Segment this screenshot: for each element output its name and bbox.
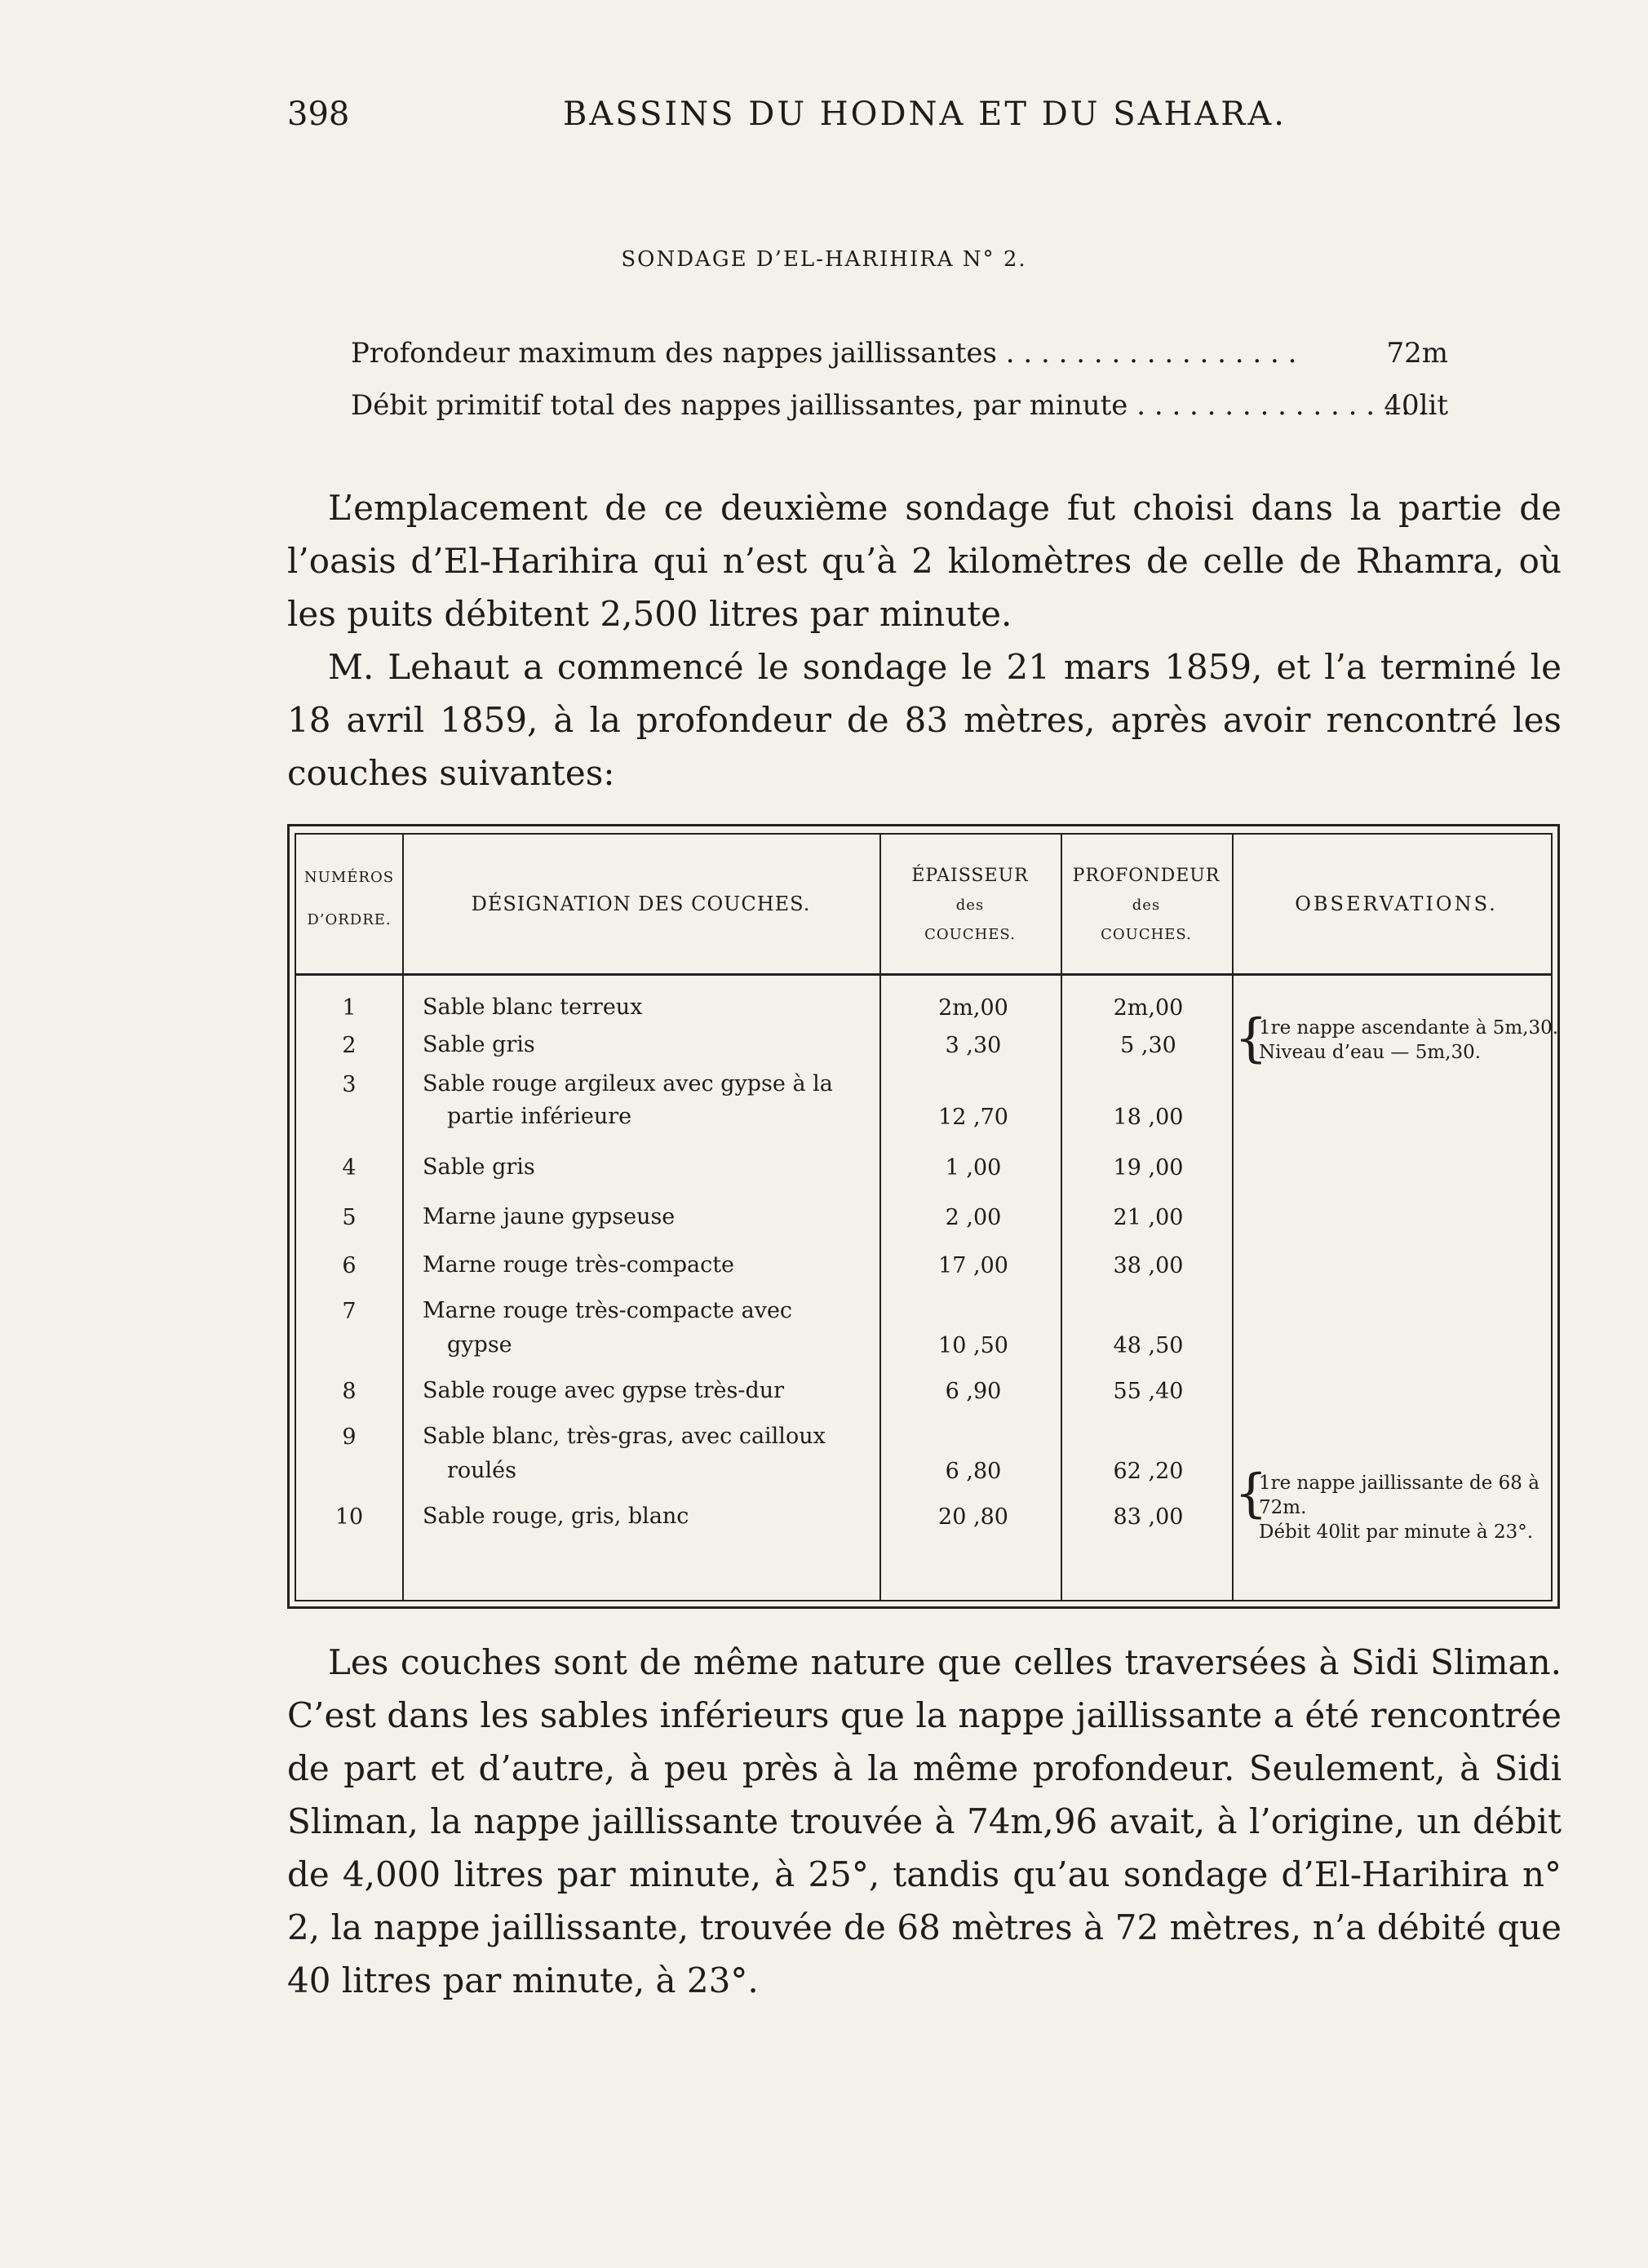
summary-value: 40lit xyxy=(1384,389,1448,422)
row-designation: Sable blanc terreux xyxy=(423,994,643,1020)
header-observations: OBSERVATIONS. xyxy=(1295,893,1498,915)
row-epaisseur: 3 ,30 xyxy=(945,1033,1002,1058)
strata-table xyxy=(287,824,1560,1609)
page-number: 398 xyxy=(287,95,350,133)
brace-symbol: { xyxy=(1234,1008,1268,1069)
row-profondeur: 21 ,00 xyxy=(1113,1205,1184,1230)
row-epaisseur: 2 ,00 xyxy=(945,1205,1002,1230)
row-epaisseur: 17 ,00 xyxy=(938,1253,1008,1278)
row-designation: Sable gris xyxy=(423,1154,535,1180)
summary-label: Profondeur maximum des nappes jaillissantes . . . xyxy=(351,337,1296,370)
row-epaisseur: 6 ,90 xyxy=(945,1379,1002,1404)
row-designation: Sable rouge, gris, blanc xyxy=(423,1504,689,1529)
row-number: 9 xyxy=(342,1424,357,1450)
row-designation: Sable gris xyxy=(423,1032,535,1057)
row-number: 5 xyxy=(342,1205,357,1230)
row-designation: Marne rouge très-compacte avec xyxy=(423,1298,793,1323)
running-title: BASSINS DU HODNA ET DU SAHARA. xyxy=(563,95,1287,133)
header-numeros: NUMÉROS D’ORDRE. xyxy=(303,869,395,928)
row-designation: Sable rouge avec gypse très-dur xyxy=(423,1378,785,1403)
observation-1: 1re nappe ascendante à 5m,30. Niveau d’eau — 5m,30. xyxy=(1259,1017,1559,1063)
row-epaisseur: 12 ,70 xyxy=(938,1105,1008,1130)
row-number: 1 xyxy=(342,995,357,1021)
row-profondeur: 55 ,40 xyxy=(1113,1379,1184,1404)
column-rule xyxy=(1232,835,1234,1600)
row-profondeur: 2m,00 xyxy=(1113,995,1184,1021)
row-profondeur: 62 ,20 xyxy=(1113,1459,1184,1484)
row-epaisseur: 6 ,80 xyxy=(945,1459,1002,1484)
summary-value: 72m xyxy=(1386,337,1448,370)
brace-symbol: { xyxy=(1234,1464,1268,1524)
section-title: SONDAGE D’EL-HARIHIRA N° 2. xyxy=(621,247,1027,272)
row-number: 4 xyxy=(342,1155,357,1181)
row-number: 6 xyxy=(342,1253,357,1278)
row-designation-cont: roulés xyxy=(447,1458,517,1483)
strata-table-inner xyxy=(295,833,1559,1601)
row-epaisseur: 10 ,50 xyxy=(938,1333,1008,1358)
row-designation: Marne jaune gypseuse xyxy=(423,1204,676,1229)
row-epaisseur: 2m,00 xyxy=(938,995,1008,1021)
row-designation-cont: gypse xyxy=(447,1332,512,1358)
summary-label: Débit primitif total des nappes jaillissantes, par minute . . . xyxy=(351,389,1428,422)
header-epaisseur: ÉPAISSEUR des COUCHES. xyxy=(911,866,1029,943)
column-rule xyxy=(402,835,404,1600)
row-number: 8 xyxy=(342,1379,357,1404)
row-epaisseur: 20 ,80 xyxy=(938,1504,1008,1530)
row-profondeur: 5 ,30 xyxy=(1120,1033,1176,1058)
header-designation: DÉSIGNATION DES COUCHES. xyxy=(471,893,811,915)
observation-2: 1re nappe jaillissante de 68 à 72m. Débit 40lit par minute à 23°. xyxy=(1259,1473,1539,1543)
row-designation-cont: partie inférieure xyxy=(447,1104,632,1129)
paragraph-lehaut: M. Lehaut a commencé le sondage le 21 mars 1859, et l’a terminé le 18 avril 1859, à la profondeur de 83 mètres, après avoir rencontré les couches suivantes: xyxy=(287,647,1562,793)
row-epaisseur: 1 ,00 xyxy=(945,1155,1002,1181)
row-number: 2 xyxy=(342,1033,357,1058)
paragraph-conclusion: Les couches sont de même nature que celles traversées à Sidi Sliman. C’est dans les sables inférieurs que la nappe jaillissante a été rencontrée de part et d’autre, à peu près à la même profondeur. Seulement, à Sidi Sliman, la nappe jaillissante trouvée à 74m,96 avait, à l’origine, un débit de 4,000 litres par minute, à 25°, tandis qu’au sondage d’El-Harihira n° 2, la nappe jaillissante, trouvée de 68 mètres à 72 mètres, n’a débité que 40 litres par minute, à 23°. xyxy=(287,1642,1562,2000)
row-designation: Sable blanc, très-gras, avec cailloux xyxy=(423,1424,826,1449)
paragraph-emplacement: L’emplacement de ce deuxième sondage fut choisi dans la partie de l’oasis d’El-Harihira qui n’est qu’à 2 kilomètres de celle de Rhamra, où les puits débitent 2,500 litres par minute. xyxy=(287,488,1562,634)
row-number: 7 xyxy=(342,1299,357,1324)
row-profondeur: 18 ,00 xyxy=(1113,1105,1184,1130)
row-profondeur: 83 ,00 xyxy=(1113,1504,1184,1530)
row-designation: Marne rouge très-compacte xyxy=(423,1252,735,1278)
row-profondeur: 19 ,00 xyxy=(1113,1155,1184,1181)
header-rule xyxy=(296,973,1551,976)
header-profondeur: PROFONDEUR des COUCHES. xyxy=(1072,866,1220,943)
row-profondeur: 38 ,00 xyxy=(1113,1253,1184,1278)
row-profondeur: 48 ,50 xyxy=(1113,1333,1184,1358)
column-rule xyxy=(1061,835,1062,1600)
row-number: 3 xyxy=(342,1072,357,1097)
row-number: 10 xyxy=(334,1504,364,1530)
row-designation: Sable rouge argileux avec gypse à la xyxy=(423,1071,833,1096)
